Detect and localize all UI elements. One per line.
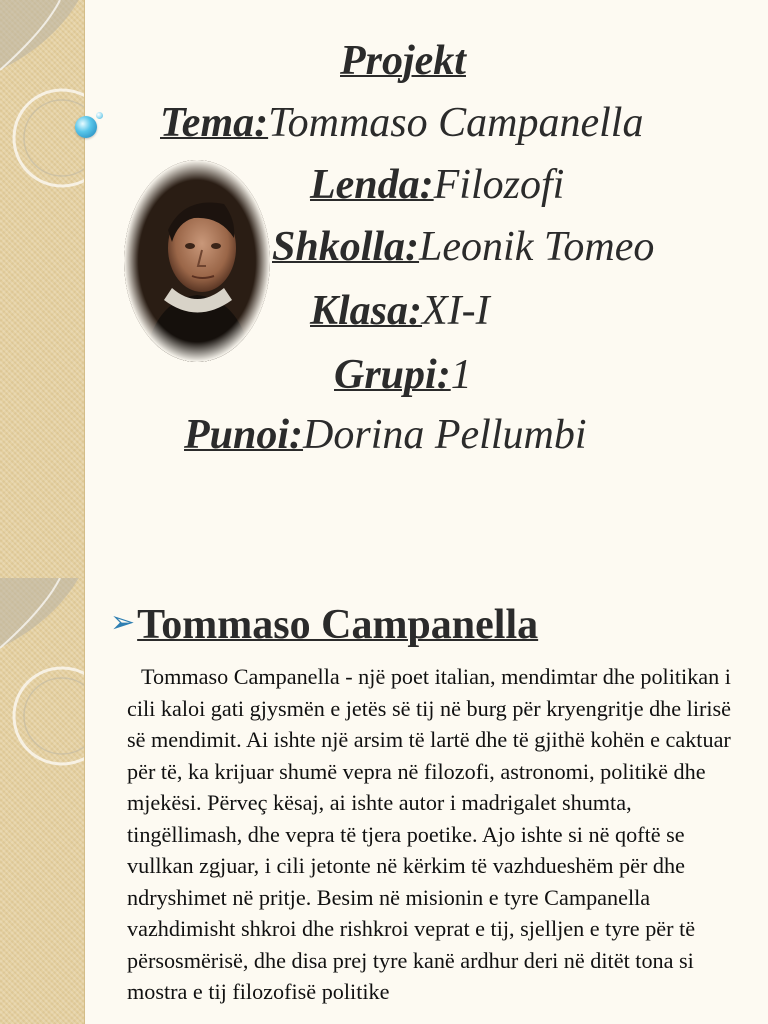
section-heading (110, 604, 538, 646)
field-label: Shkolla: (272, 224, 420, 270)
field-value: Leonik Tomeo (419, 224, 655, 270)
field-label: Lenda: (310, 162, 434, 208)
field-label: Tema: (160, 100, 269, 146)
field-lenda (310, 164, 564, 206)
page-title: Projekt (340, 38, 466, 84)
small-bead-icon (96, 112, 103, 119)
section-title: Tommaso Campanella (137, 602, 539, 648)
field-shkolla (272, 226, 654, 268)
decorative-strip (0, 578, 85, 1024)
decorative-strip (0, 0, 85, 578)
field-klasa (310, 290, 490, 332)
field-label: Klasa: (310, 288, 423, 334)
portrait-image (124, 160, 270, 362)
field-label: Punoi: (184, 412, 304, 458)
field-grupi (334, 354, 472, 396)
field-value: 1 (450, 352, 472, 398)
body-paragraph: Tommaso Campanella - një poet italian, mendimtar dhe politikan i cili kaloi gati gjysmën e jetës së tij në burg për kryengritje dhe lirisë së mendimit. Ai ishte një arsim të lartë dhe të gjithë kohën e caktuar për të, ka krijuar shumë vepra në filozofi, astronomi, politikë dhe mjekësi. Përveç kësaj, ai ishte autor i madrigalet shumta, tingëllimash, dhe vepra të tjera poetike. Ajo ishte si në qoftë se vullkan zgjuar, i cili jetonte në kërkim të vazhdueshëm për dhe ndryshimet në pritje. Besim në misionin e tyre Campanella vazhdimisht shkroi dhe rishkroi veprat e tij, sjelljen e tyre për të përsosmërisë, dhe disa prej tyre kanë ardhur deri në ditët tona si mostra e tij filozofisë politike (127, 664, 732, 1004)
arrow-bullet-icon: ➢ (110, 606, 136, 639)
decorative-arcs (0, 578, 84, 1024)
content-slide (0, 578, 768, 1024)
field-punoi (184, 414, 587, 456)
blue-bead-icon (75, 116, 97, 138)
field-tema (160, 102, 643, 144)
field-value: XI-I (422, 288, 490, 334)
field-value: Dorina Pellumbi (303, 412, 587, 458)
field-label: Grupi: (334, 352, 451, 398)
field-value: Filozofi (433, 162, 565, 208)
decorative-arcs (0, 0, 84, 578)
field-value: Tommaso Campanella (268, 100, 644, 146)
